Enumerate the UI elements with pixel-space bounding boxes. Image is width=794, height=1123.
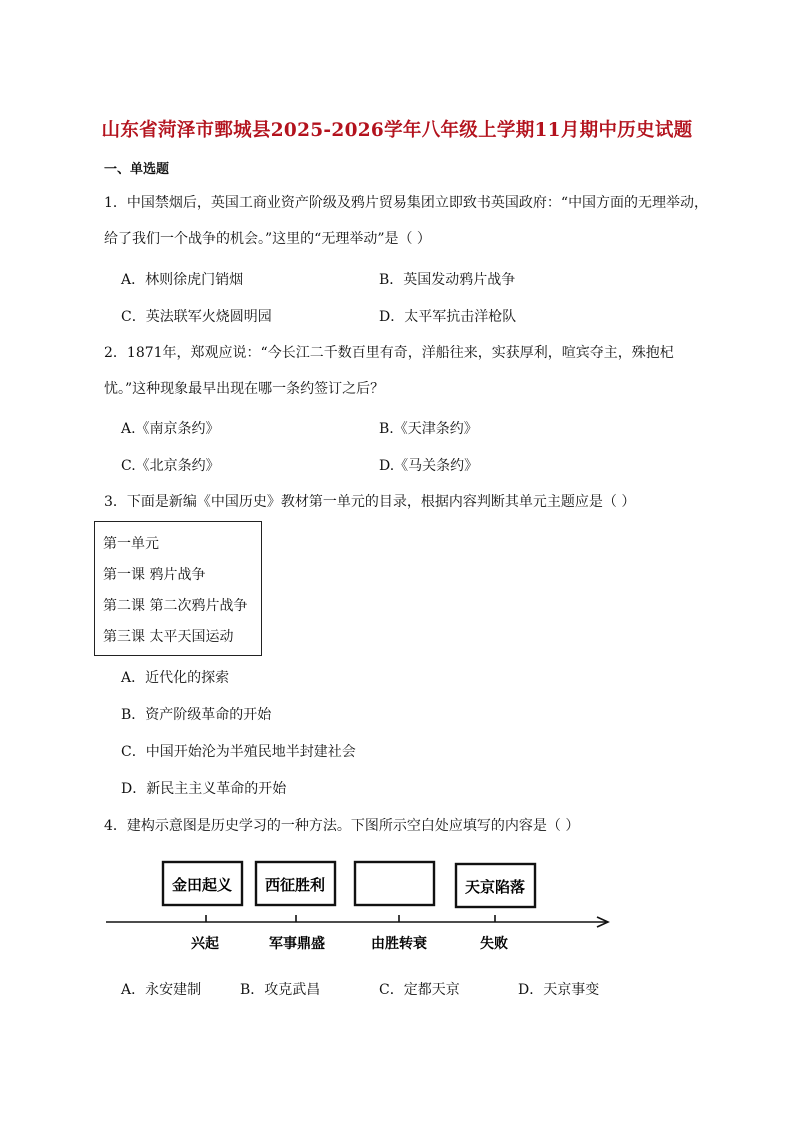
toc-lesson-3: 第三课 太平天国运动 bbox=[103, 629, 234, 645]
q4-option-c: C．定都天京 bbox=[379, 982, 460, 998]
section-heading: 一、单选题 bbox=[104, 162, 170, 177]
question-2-line-2: 忧。”这种现象最早出现在哪一条约签订之后？ bbox=[104, 381, 385, 397]
timeline-box-4-label: 天京陷落 bbox=[464, 878, 526, 896]
q1-option-d: D．太平军抗击洋枪队 bbox=[379, 309, 517, 325]
stage-label-rise: 兴起 bbox=[191, 936, 219, 952]
q4-option-a: A．永安建制 bbox=[121, 982, 202, 998]
q2-option-d: D.《马关条约》 bbox=[379, 458, 479, 474]
stage-label-peak: 军事鼎盛 bbox=[269, 936, 325, 952]
q1-option-a: A．林则徐虎门销烟 bbox=[121, 272, 244, 288]
page-title: 山东省菏泽市鄄城县2025-2026学年八年级上学期11月期中历史试题 bbox=[101, 120, 693, 141]
q3-option-c: C．中国开始沦为半殖民地半封建社会 bbox=[121, 744, 356, 760]
q1-option-c: C．英法联军火烧圆明园 bbox=[121, 309, 272, 325]
toc-lesson-1: 第一课 鸦片战争 bbox=[103, 567, 206, 583]
timeline-box-1-label: 金田起义 bbox=[171, 876, 233, 894]
q3-option-d: D．新民主主义革命的开始 bbox=[121, 781, 287, 797]
q3-option-a: A．近代化的探索 bbox=[121, 670, 230, 686]
question-4-line-1: 4．建构示意图是历史学习的一种方法。下图所示空白处应填写的内容是（ ） bbox=[104, 818, 580, 834]
timeline-box-3-blank bbox=[355, 862, 434, 905]
toc-unit-title: 第一单元 bbox=[103, 536, 159, 552]
timeline-box-2-label: 西征胜利 bbox=[264, 876, 326, 894]
stage-label-failure: 失败 bbox=[480, 936, 508, 952]
stage-label-decline: 由胜转衰 bbox=[371, 936, 427, 952]
q1-option-b: B．英国发动鸦片战争 bbox=[379, 272, 516, 288]
question-1-line-1: 1．中国禁烟后，英国工商业资产阶级及鸦片贸易集团立即致书英国政府：“中国方面的无理举动， bbox=[104, 195, 709, 211]
question-3-line-1: 3．下面是新编《中国历史》教材第一单元的目录，根据内容判断其单元主题应是（ ） bbox=[104, 494, 636, 510]
q4-option-b: B．攻克武昌 bbox=[240, 982, 321, 998]
q2-option-b: B.《天津条约》 bbox=[379, 421, 478, 437]
q2-option-a: A.《南京条约》 bbox=[121, 421, 220, 437]
question-2-line-1: 2．1871年，郑观应说：“今长江二千数百里有奇，洋船往来，实获厚利，喧宾夺主，殊抱杞 bbox=[104, 345, 674, 361]
toc-lesson-2: 第二课 第二次鸦片战争 bbox=[103, 598, 248, 614]
q4-option-d: D．天京事变 bbox=[518, 982, 600, 998]
q3-option-b: B．资产阶级革命的开始 bbox=[121, 707, 272, 723]
q2-option-c: C.《北京条约》 bbox=[121, 458, 220, 474]
question-1-line-2: 给了我们一个战争的机会。”这里的“无理举动”是（ ） bbox=[104, 231, 431, 247]
